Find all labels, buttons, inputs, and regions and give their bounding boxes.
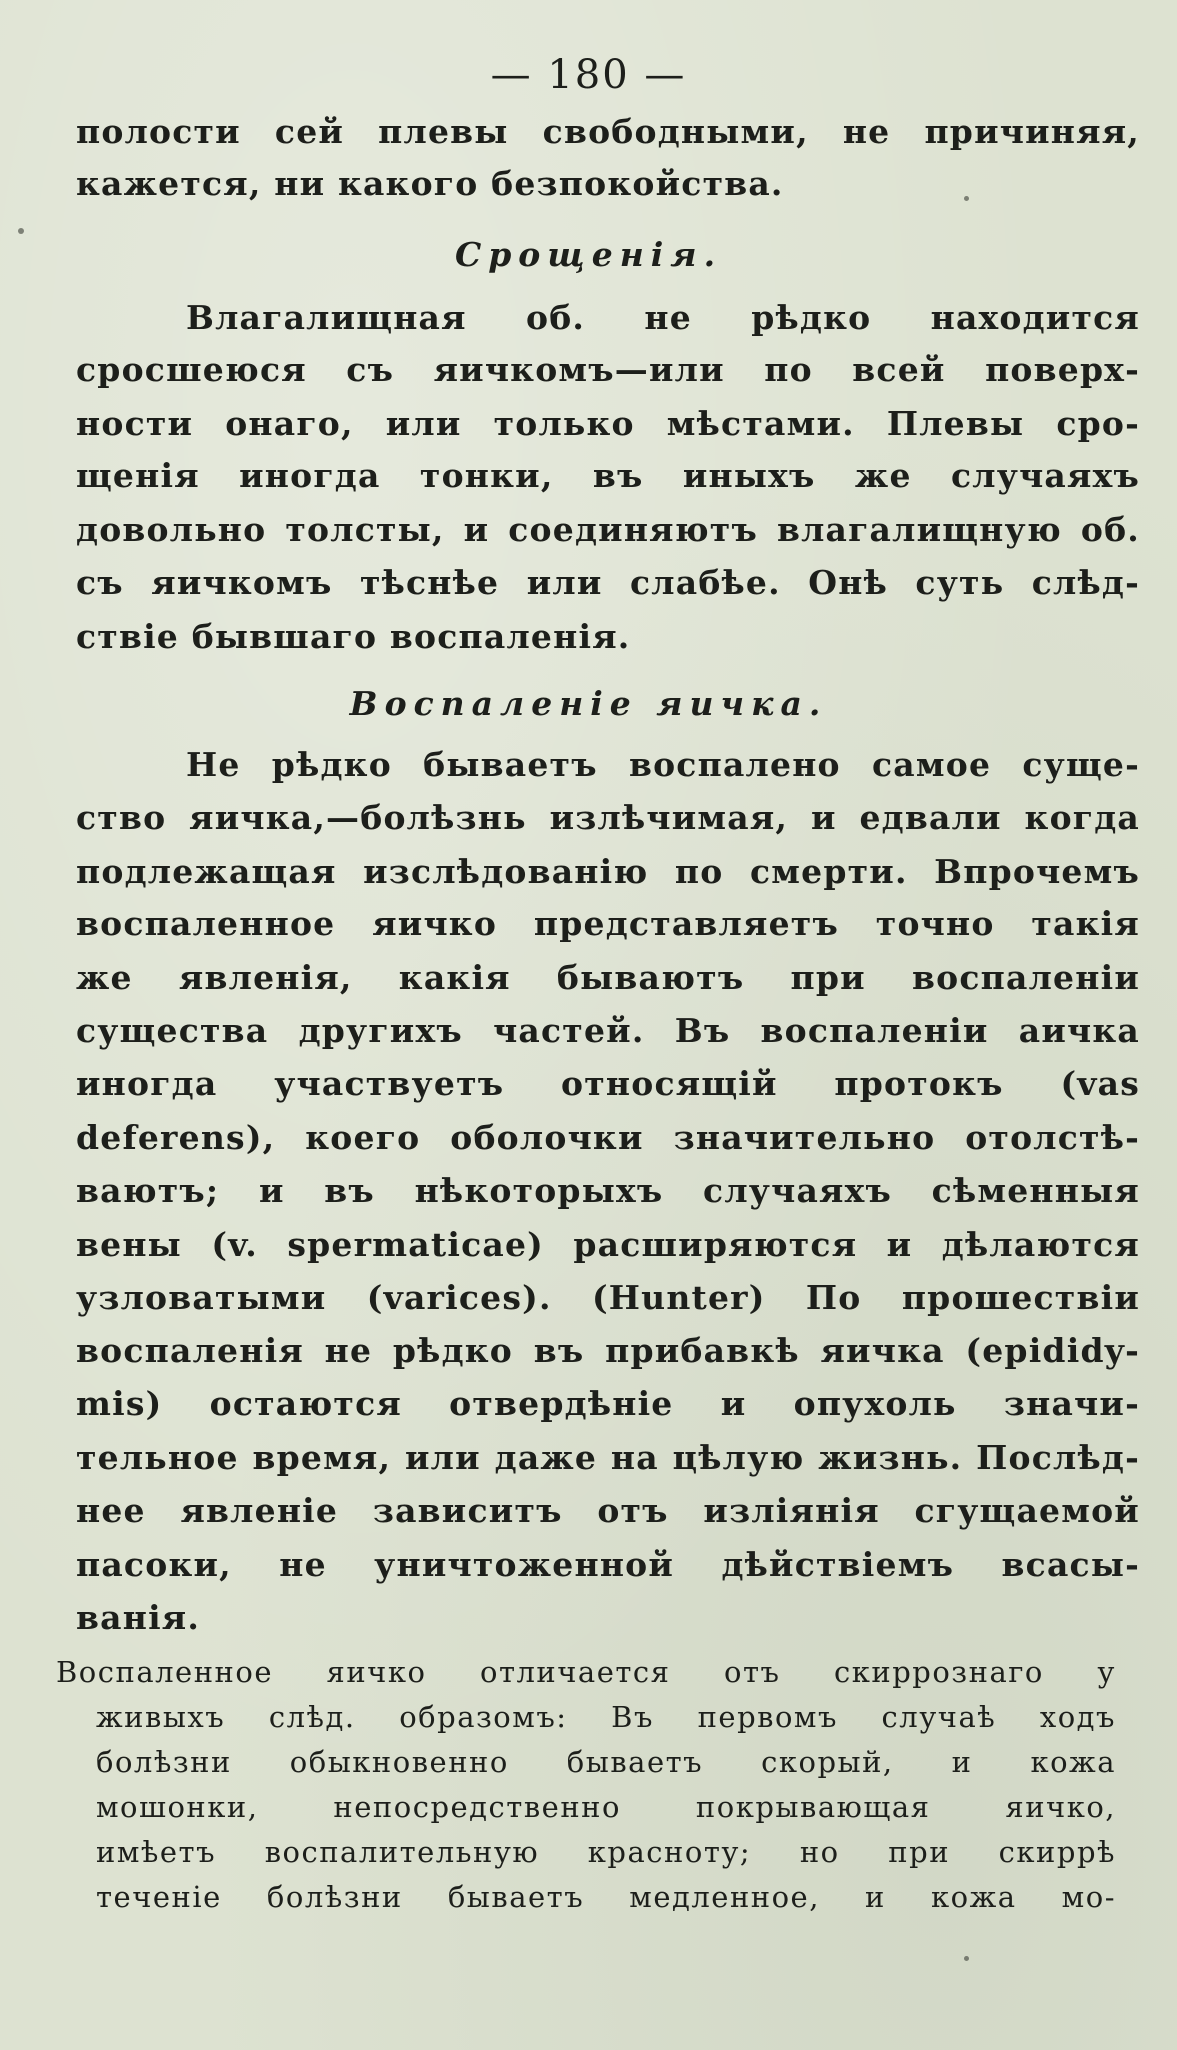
text-line: ствіе бывшаго воспаленія.: [76, 617, 631, 656]
text-line: съ яичкомъ тѣснѣе или слабѣе. Онѣ суть слѣд-: [76, 563, 1140, 602]
text-line: кажется, ни какого безпокойства.: [76, 164, 784, 203]
section-heading-adhesions: Срощенія.: [454, 235, 723, 274]
text-line: иногда участвуетъ относящій протокъ (vas: [76, 1064, 1140, 1103]
text-line: deferens), коего оболочки значительно отолстѣ-: [76, 1118, 1140, 1157]
text-line: нее явленіе зависитъ отъ изліянія сгущаемой: [76, 1491, 1140, 1530]
text-line: подлежащая изслѣдованію по смерти. Впрочемъ: [76, 852, 1140, 891]
text-line: довольно толсты, и соединяютъ влагалищную об.: [76, 510, 1140, 549]
text-line: сросшеюся съ яичкомъ—или по всей поверх-: [76, 350, 1140, 389]
text-line: Не рѣдко бываетъ воспалено самое суще-: [186, 745, 1140, 784]
footnote-line: болѣзни обыкновенно бываетъ скорый, и кожа: [96, 1745, 1116, 1779]
footnote-line: живыхъ слѣд. образомъ: Въ первомъ случаѣ ходъ: [96, 1700, 1116, 1734]
page-number-header: — 180 —: [490, 52, 687, 98]
text-line: вены (v. spermaticae) расширяются и дѣлаются: [76, 1225, 1140, 1264]
text-line: пасоки, не уничтоженной дѣйствіемъ всасы-: [76, 1545, 1140, 1584]
footnote-line: имѣетъ воспалительную красноту; но при скиррѣ: [96, 1835, 1116, 1869]
text-line: ванія.: [76, 1598, 201, 1637]
footnote-line: теченіе болѣзни бываетъ медленное, и кожа мо-: [96, 1880, 1116, 1914]
text-line: воспаленія не рѣдко въ прибавкѣ яичка (epididy-: [76, 1331, 1140, 1370]
paper-speck: [18, 228, 24, 234]
footnote-line: Воспаленное яичко отличается отъ скиррознаго у: [56, 1655, 1116, 1689]
text-line: Влагалищная об. не рѣдко находится: [186, 298, 1140, 337]
text-line: воспаленное яичко представляетъ точно такія: [76, 904, 1140, 943]
text-line: полости сей плевы свободными, не причиняя,: [76, 112, 1140, 151]
text-line: щенія иногда тонки, въ иныхъ же случаяхъ: [76, 456, 1140, 495]
text-line: mis) остаются отвердѣніе и опухоль значи-: [76, 1384, 1140, 1423]
text-line: ство яичка,—болѣзнь излѣчимая, и едвали когда: [76, 798, 1140, 837]
footnote-line: мошонки, непосредственно покрывающая яичко,: [96, 1790, 1116, 1824]
paper-speck: [964, 1956, 969, 1961]
text-line: ности онаго, или только мѣстами. Плевы сро-: [76, 404, 1140, 443]
text-line: ваютъ; и въ нѣкоторыхъ случаяхъ сѣменныя: [76, 1171, 1140, 1210]
paper-speck: [964, 196, 969, 201]
section-heading-orchitis: Воспаленіе яичка.: [349, 684, 828, 723]
text-line: же явленія, какія бываютъ при воспаленіи: [76, 958, 1140, 997]
text-line: тельное время, или даже на цѣлую жизнь. Послѣд-: [76, 1438, 1140, 1477]
text-line: узловатыми (varices). (Hunter) По прошествіи: [76, 1278, 1140, 1317]
text-line: существа другихъ частей. Въ воспаленіи аичка: [76, 1011, 1140, 1050]
